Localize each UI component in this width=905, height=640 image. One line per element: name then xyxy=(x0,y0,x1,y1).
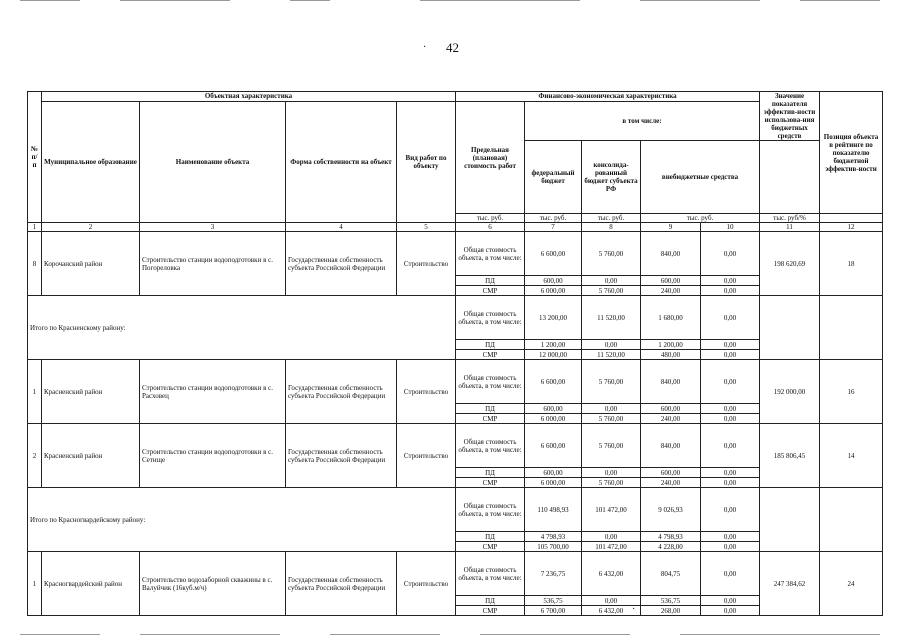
column-number: 12 xyxy=(820,223,883,232)
indicator-cell: 185 806,45 xyxy=(760,424,820,488)
indicator-cell: 192 000,00 xyxy=(760,360,820,424)
top-dash xyxy=(120,0,230,1)
column-number: 2 xyxy=(42,223,140,232)
offbudget-cell: 0,00 xyxy=(701,286,760,296)
top-dash xyxy=(20,0,80,1)
smr-label: СМР xyxy=(456,478,525,488)
cost-cell: 600,00 xyxy=(525,276,582,286)
pd-label: ПД xyxy=(456,596,525,606)
consolidated-cell: 240,00 xyxy=(641,414,701,424)
rating-cell: 14 xyxy=(820,424,883,488)
total-cost-label: Общая стоимость объекта, в том числе: xyxy=(456,488,525,532)
cost-cell: 105 700,00 xyxy=(525,542,582,552)
work-type-cell: Строительство xyxy=(397,232,456,296)
unit-cell: тыс. руб. xyxy=(525,214,582,223)
cost-cell: 6 600,00 xyxy=(525,232,582,276)
consolidated-cell: 600,00 xyxy=(641,276,701,286)
column-number: 4 xyxy=(286,223,397,232)
planned-cost-header: Предельная (плановая) стоимость работ xyxy=(456,102,525,214)
object-cell: Строительство станции водоподготовки в с. Сетище xyxy=(140,424,286,488)
offbudget-cell: 0,00 xyxy=(701,596,760,606)
consolidated-cell: 240,00 xyxy=(641,286,701,296)
total-cost-label: Общая стоимость объекта, в том числе: xyxy=(456,552,525,596)
consolidated-cell: 600,00 xyxy=(641,468,701,478)
offbudget-cell: 0,00 xyxy=(701,552,760,596)
bottom-dash xyxy=(480,634,630,635)
smr-label: СМР xyxy=(456,350,525,360)
bottom-dash xyxy=(140,634,280,635)
offbudget-cell: 0,00 xyxy=(701,404,760,414)
top-dash xyxy=(640,0,760,1)
cost-cell: 110 498,93 xyxy=(525,488,582,532)
ownership-cell: Государственная собственность субъекта Российской Федерации xyxy=(286,424,397,488)
object-name-header: Наименование объекта xyxy=(140,102,286,223)
cost-cell: 12 000,00 xyxy=(525,350,582,360)
pd-label: ПД xyxy=(456,276,525,286)
smr-label: СМР xyxy=(456,542,525,552)
federal-cell: 101 472,00 xyxy=(582,488,641,532)
total-cost-label: Общая стоимость объекта, в том числе: xyxy=(456,424,525,468)
ownership-cell: Государственная собственность субъекта Российской Федерации xyxy=(286,360,397,424)
consolidated-cell: 1 200,00 xyxy=(641,340,701,350)
indicator-cell: 198 620,69 xyxy=(760,232,820,296)
federal-cell: 11 520,00 xyxy=(582,296,641,340)
municipality-cell: Красненский район xyxy=(42,424,140,488)
offbudget-cell: 0,00 xyxy=(701,276,760,286)
unit-cell: тыс. руб/% xyxy=(760,214,820,223)
federal-header: федеральный бюджет xyxy=(525,141,582,214)
column-number: 9 xyxy=(641,223,701,232)
total-row xyxy=(28,488,883,532)
offbudget-cell: 0,00 xyxy=(701,360,760,404)
municipality-cell: Красненский район xyxy=(42,360,140,424)
table-row xyxy=(28,232,883,276)
top-dash xyxy=(290,0,330,1)
rating-cell: 18 xyxy=(820,232,883,296)
empty-cell xyxy=(820,488,883,552)
federal-cell: 0,00 xyxy=(582,596,641,606)
offbudget-cell: 0,00 xyxy=(701,232,760,276)
row-number: 2 xyxy=(28,424,42,488)
federal-cell: 5 760,00 xyxy=(582,414,641,424)
consolidated-cell: 480,00 xyxy=(641,350,701,360)
cost-cell: 6 000,00 xyxy=(525,414,582,424)
column-number: 1 xyxy=(28,223,42,232)
rating-cell: 16 xyxy=(820,360,883,424)
offbudget-cell: 0,00 xyxy=(701,424,760,468)
federal-cell: 6 432,00 xyxy=(582,552,641,596)
federal-cell: 101 472,00 xyxy=(582,542,641,552)
cost-cell: 6 000,00 xyxy=(525,478,582,488)
offbudget-header: внебюджетные средства xyxy=(641,141,760,214)
federal-cell: 0,00 xyxy=(582,532,641,542)
pd-label: ПД xyxy=(456,340,525,350)
column-number: 7 xyxy=(525,223,582,232)
object-characteristics-header: Объектная характеристика xyxy=(42,92,456,102)
municipality-cell: Красногвардейский район xyxy=(42,552,140,616)
consolidated-cell: 600,00 xyxy=(641,404,701,414)
offbudget-cell: 0,00 xyxy=(701,340,760,350)
offbudget-cell: 0,00 xyxy=(701,414,760,424)
total-label: Итого по Красненскому району: xyxy=(28,296,456,360)
cost-cell: 600,00 xyxy=(525,468,582,478)
federal-cell: 5 760,00 xyxy=(582,232,641,276)
offbudget-cell: 0,00 xyxy=(701,488,760,532)
indicator-cell: 247 384,62 xyxy=(760,552,820,616)
offbudget-cell: 0,00 xyxy=(701,350,760,360)
municipality-cell: Корочанский район xyxy=(42,232,140,296)
work-type-cell: Строительство xyxy=(397,424,456,488)
consolidated-cell: 1 680,00 xyxy=(641,296,701,340)
row-number: 1 xyxy=(28,360,42,424)
federal-cell: 0,00 xyxy=(582,404,641,414)
column-number: 8 xyxy=(582,223,641,232)
federal-cell: 6 432,00 xyxy=(582,606,641,616)
smr-label: СМР xyxy=(456,414,525,424)
consolidated-cell: 4 798,93 xyxy=(641,532,701,542)
pd-label: ПД xyxy=(456,404,525,414)
federal-cell: 5 760,00 xyxy=(582,360,641,404)
bottom-dash xyxy=(330,634,440,635)
page-number: 42 xyxy=(446,40,459,55)
object-cell: Строительство станции водоподготовки в с. Расховец xyxy=(140,360,286,424)
federal-cell: 11 520,00 xyxy=(582,350,641,360)
offbudget-cell: 0,00 xyxy=(701,542,760,552)
speck: · xyxy=(423,42,427,53)
total-label: Итого по Красногвардейскому району: xyxy=(28,488,456,552)
consolidated-cell: 840,00 xyxy=(641,360,701,404)
bottom-dash xyxy=(20,634,100,635)
including-subheader: в том числе: xyxy=(525,102,760,141)
top-dash xyxy=(420,0,580,1)
unit-cell: тыс. руб. xyxy=(456,214,525,223)
smr-label: СМР xyxy=(456,286,525,296)
unit-cell: тыс. руб. xyxy=(641,214,760,223)
offbudget-cell: 0,00 xyxy=(701,468,760,478)
work-type-cell: Строительство xyxy=(397,360,456,424)
budget-efficiency-table xyxy=(27,91,883,616)
federal-cell: 0,00 xyxy=(582,340,641,350)
cost-cell: 1 200,00 xyxy=(525,340,582,350)
cost-cell: 13 200,00 xyxy=(525,296,582,340)
consolidated-cell: 840,00 xyxy=(641,424,701,468)
total-cost-label: Общая стоимость объекта, в том числе: xyxy=(456,296,525,340)
cost-cell: 6 600,00 xyxy=(525,360,582,404)
empty-cell xyxy=(820,214,883,223)
column-number: 6 xyxy=(456,223,525,232)
unit-cell: тыс. руб. xyxy=(582,214,641,223)
work-type-cell: Строительство xyxy=(397,552,456,616)
consolidated-cell: 9 026,93 xyxy=(641,488,701,532)
object-cell: Строительство водозаборной скважины в с. Валуйчик (16куб.м/ч) xyxy=(140,552,286,616)
column-number: 10 xyxy=(701,223,760,232)
pd-label: ПД xyxy=(456,468,525,478)
consolidated-cell: 804,75 xyxy=(641,552,701,596)
ownership-cell: Государственная собственность субъекта Российской Федерации xyxy=(286,232,397,296)
federal-cell: 5 760,00 xyxy=(582,424,641,468)
offbudget-cell: 0,00 xyxy=(701,532,760,542)
table-row xyxy=(28,552,883,596)
cost-cell: 600,00 xyxy=(525,404,582,414)
table-row xyxy=(28,424,883,468)
consolidated-cell: 840,00 xyxy=(641,232,701,276)
municipality-header: Муниципальное образование xyxy=(42,102,140,223)
total-cost-label: Общая стоимость объекта, в том числе: xyxy=(456,360,525,404)
offbudget-cell: 0,00 xyxy=(701,606,760,616)
rating-header: Позиция объекта в рейтинге по показателю бюджетной эффектив-ности xyxy=(820,92,883,214)
smr-label: СМР xyxy=(456,606,525,616)
table-row xyxy=(28,360,883,404)
pd-label: ПД xyxy=(456,532,525,542)
ownership-header: Форма собственности на объект xyxy=(286,102,397,223)
speck: · xyxy=(632,604,636,615)
empty-cell xyxy=(760,488,820,552)
federal-cell: 0,00 xyxy=(582,276,641,286)
bottom-dash xyxy=(680,634,880,635)
cost-cell: 536,75 xyxy=(525,596,582,606)
work-type-header: Вид работ по объекту xyxy=(397,102,456,223)
empty-cell xyxy=(760,296,820,360)
consolidated-cell: 240,00 xyxy=(641,478,701,488)
cost-cell: 6 700,00 xyxy=(525,606,582,616)
cost-cell: 7 236,75 xyxy=(525,552,582,596)
consolidated-cell: 268,00 xyxy=(641,606,701,616)
col-num-header: № п/п xyxy=(28,92,42,223)
consolidated-cell: 536,75 xyxy=(641,596,701,606)
offbudget-cell: 0,00 xyxy=(701,296,760,340)
top-dash xyxy=(800,0,880,1)
column-number: 3 xyxy=(140,223,286,232)
total-cost-label: Общая стоимость объекта, в том числе: xyxy=(456,232,525,276)
federal-cell: 0,00 xyxy=(582,468,641,478)
rating-cell: 24 xyxy=(820,552,883,616)
financial-characteristics-header: Финансово-экономическая характеристика xyxy=(456,92,760,102)
consolidated-header: консолида-рованный бюджет субъекта РФ xyxy=(582,141,641,214)
cost-cell: 6 000,00 xyxy=(525,286,582,296)
offbudget-cell: 0,00 xyxy=(701,478,760,488)
federal-cell: 5 760,00 xyxy=(582,478,641,488)
empty-cell xyxy=(820,296,883,360)
object-cell: Строительство станции водоподготовки в с. Погореловка xyxy=(140,232,286,296)
cost-cell: 6 600,00 xyxy=(525,424,582,468)
row-number: 8 xyxy=(28,232,42,296)
federal-cell: 5 760,00 xyxy=(582,286,641,296)
column-number: 5 xyxy=(397,223,456,232)
ownership-cell: Государственная собственность субъекта Российской Федерации xyxy=(286,552,397,616)
total-row xyxy=(28,296,883,340)
column-number: 11 xyxy=(760,223,820,232)
row-number: 1 xyxy=(28,552,42,616)
indicator-header: Значение показателя эффектив-ности использова-ния бюджетных средств xyxy=(760,92,820,141)
cost-cell: 4 798,93 xyxy=(525,532,582,542)
consolidated-cell: 4 228,00 xyxy=(641,542,701,552)
